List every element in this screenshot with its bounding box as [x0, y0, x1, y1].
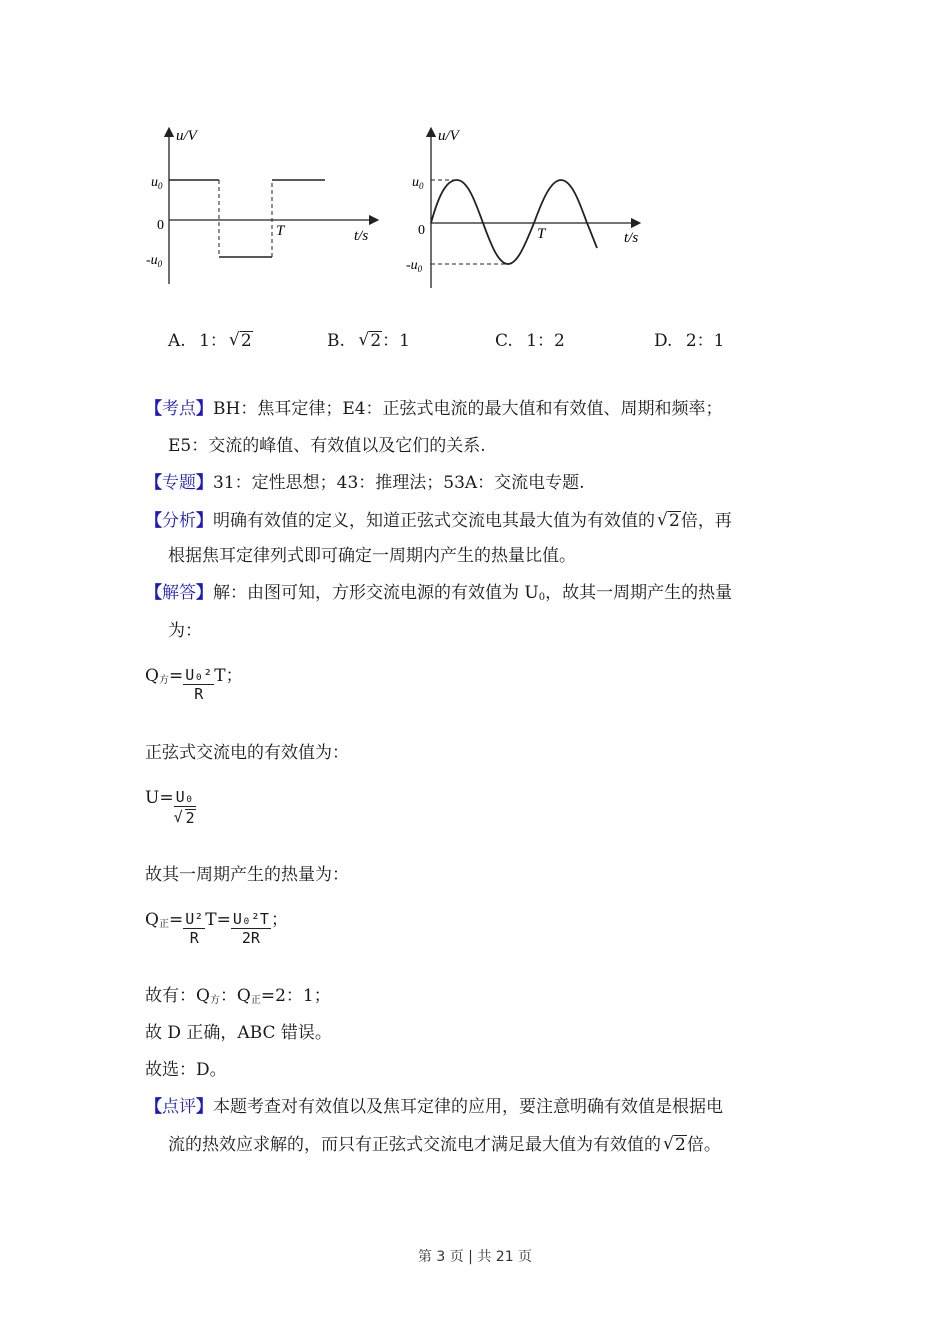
fenxi-section: 【分析】明确有效值的定义，知道正弦式交流电其最大值为有效值的 √ 2倍，再 [145, 510, 732, 531]
svg-text:t/s: t/s [624, 230, 639, 246]
kaodian-line2: E5：交流的峰值、有效值以及它们的关系. [168, 436, 486, 456]
svg-text:-u0: $-u_0$ [406, 258, 423, 274]
zhuanti-section: 【专题】31：定性思想；43：推理法；53A：交流电专题. [145, 473, 585, 493]
fraction: U₀ √ 2 [173, 788, 195, 827]
svg-text:0: 0 [418, 223, 425, 238]
text-sine-rms: 正弦式交流电的有效值为： [145, 743, 349, 763]
y-axis-label: u/V [176, 128, 197, 144]
jieda-section: 【解答】解：由图可知，方形交流电源的有效值为 $U_0$，故其一周期产生的热量 [145, 583, 733, 603]
text-conclusion: 故 D 正确，ABC 错误。 [145, 1023, 332, 1043]
option-a[interactable] [168, 326, 253, 351]
zhuanti-text: 31：定性思想；43：推理法；53A：交流电专题. [213, 473, 585, 493]
fenxi-line2: 根据焦耳定律列式即可确定一周期内产生的热量比值。 [168, 546, 576, 566]
text-sine-heat: 故其一周期产生的热量为： [145, 865, 349, 885]
option-text: 1：2 [526, 331, 565, 351]
svg-text:u/V: u/V [438, 128, 459, 144]
text-ratio: 故有：$Q_方$：$Q_正=2$：1； [145, 986, 331, 1006]
option-letter: B. [327, 331, 345, 351]
kaodian-text: BH：焦耳定律；E4：正弦式电流的最大值和有效值、周期和频率； [213, 399, 723, 419]
option-letter: D. [654, 331, 673, 351]
option-letter: A. [168, 331, 186, 351]
svg-text:0: 0 [157, 218, 164, 233]
svg-text:-u0: $-u_0$ [146, 253, 163, 269]
sqrt-symbol: √ 2 [657, 510, 680, 531]
svg-text:T: T [537, 226, 546, 242]
kaodian-section: 【考点】BH：焦耳定律；E4：正弦式电流的最大值和有效值、周期和频率； [145, 399, 723, 419]
section-tag: 专题 [162, 473, 196, 493]
option-letter: C. [495, 331, 513, 351]
answer-options [168, 326, 788, 354]
sqrt-symbol: √ 2 [228, 330, 252, 351]
option-d[interactable] [654, 326, 724, 351]
page-footer: 第 3 页 | 共 21 页 [417, 1249, 533, 1265]
svg-text:u0: $u_0$ [151, 175, 163, 191]
fraction: $\frac{\text{U₀²T}}{2R}$ [232, 910, 269, 947]
option-b[interactable] [327, 326, 410, 351]
svg-text:t/s: t/s [354, 228, 369, 244]
option-text: 2：1 [685, 331, 725, 351]
square-wave-figure [140, 122, 390, 292]
jieda-line2: 为： [168, 621, 202, 641]
section-tag: 点评 [162, 1097, 196, 1117]
dianping-section: 【点评】本题考查对有效值以及焦耳定律的应用，要注意明确有效值是根据电 [145, 1097, 723, 1117]
option-text: 1： [199, 331, 227, 351]
option-c[interactable] [495, 326, 565, 351]
equation-u-rms: U= U₀ √ 2 [145, 788, 195, 827]
option-text: ：1 [382, 331, 410, 351]
section-tag: 考点 [162, 399, 196, 419]
equation-q-sine: $Q_正=$ $\frac{\text{U²}}{R}$ T= $\frac{\text{U₀²T}}{2R}$ ； [145, 910, 288, 947]
dianping-line2: 流的热效应求解的，而只有正弦式交流电才满足最大值为有效值的 √ 2倍。 [168, 1134, 721, 1155]
section-tag: 解答 [162, 583, 196, 603]
fraction: $\frac{\text{U²}}{R}$ [185, 910, 204, 947]
sqrt-symbol: √ 2 [663, 1134, 686, 1155]
section-tag: 分析 [162, 511, 196, 531]
svg-text:u0: $u_0$ [412, 175, 424, 191]
text-choice: 故选：D。 [145, 1060, 227, 1080]
equation-q-square: $Q_方=$ $\frac{\text{U₀²}}{R}$ T； [145, 666, 243, 703]
fraction: $\frac{\text{U₀²}}{R}$ [185, 666, 213, 703]
sqrt-symbol: √ 2 [358, 330, 382, 351]
sine-wave-figure [400, 122, 660, 292]
svg-text:T: T [276, 223, 285, 239]
